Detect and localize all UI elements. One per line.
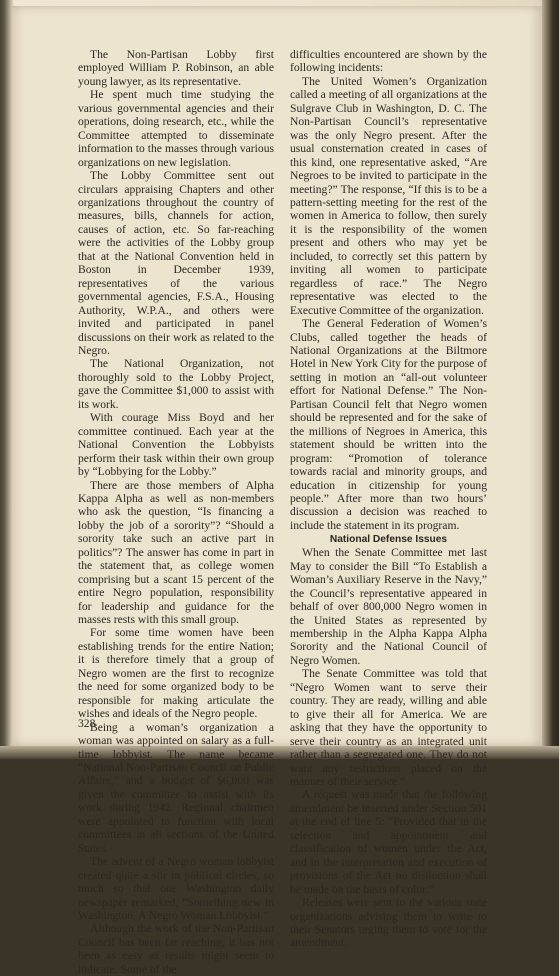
right-text-column bbox=[290, 48, 487, 950]
paragraph: A request was made that the following amendment be inserted under Section 501 at the end of line 5: “Provided that in the selection and appointment and classification of women under the Act, and in the interpretation and execution of provisions of the Act no distinction shall be made on the basis of color.” bbox=[290, 788, 487, 896]
paragraph: Being a woman’s organization a woman was appointed on salary as a full-time lobbyist. The name became “National Non-Partisan Council on Public Affairs,” and a budget of $6,000 was given the committee to assist with its work during 1942. Regional chairmen were appointed to function with local committees in all sections of the United States. bbox=[78, 720, 274, 855]
paragraph: The Lobby Committee sent out circulars appraising Chapters and other organizations throughout the country of measures, bills, channels for action, causes of action, etc. So far-reaching were the activities of the Lobby group that at the National Convention held in Boston in December 1939, representatives of the various governmental agencies, F.S.A., Housing Authority, W.P.A., and others were invited and participated in panel discussions on their work as related to the Negro. bbox=[78, 169, 274, 357]
paragraph: For some time women have been establishing trends for the entire Nation; it is therefore timely that a group of Negro women are the first to recognize the need for some organized body to be responsible for making articulate the wishes and ideals of the Negro people. bbox=[78, 626, 274, 721]
paragraph: The Non-Partisan Lobby first employed William P. Robinson, an able young lawyer, as its representative. bbox=[78, 48, 274, 88]
paragraph: There are those members of Alpha Kappa Alpha as well as non-members who ask the question, “Is financing a lobby the job of a sorority”? “Should a sorority take such an active part in politics”? The answer has come in part in the statement that, as college women comprising but a scant 15 percent of the entire Negro population, responsibility for leadership and guidance for the masses rests with this small group. bbox=[78, 478, 274, 627]
page-number: 328 bbox=[78, 717, 96, 730]
paragraph: With courage Miss Boyd and her committee continued. Each year at the National Convention the Lobbyists perform their task within their own group by “Lobbying for the Lobby.” bbox=[78, 411, 274, 479]
section-subheading: National Defense Issues bbox=[329, 534, 448, 546]
paragraph: The Senate Committee was told that “Negro Women want to serve their country. They are ready, willing and able to give their all for America. We are asking that they have the opportunity to serve their country as an integrated unit rather than a segregated one. They do not want any restrictions placed on the manner of their service.” bbox=[290, 667, 487, 789]
left-text-column bbox=[78, 48, 274, 976]
paragraph: He spent much time studying the various governmental agencies and their operations, doing research, etc., while the Committee attempted to disseminate information to the masses through various organizations on new legislation. bbox=[78, 88, 274, 169]
paragraph: Although the work of the Non-Partisan Council has been far reaching, it has not been as easy as results might seem to indicate. Some of the bbox=[78, 922, 274, 976]
paragraph: The advent of a Negro woman lobbyist created quite a stir in political circles, so much so that one Washington daily newspaper remarked, “Something new in Washington, A Negro Woman Lobbyist.” bbox=[78, 855, 274, 922]
paragraph: The National Organization, not thoroughly sold to the Lobby Project, gave the Committee $1,000 to assist with its work. bbox=[78, 357, 274, 411]
paragraph: When the Senate Committee met last May to consider the Bill “To Establish a Woman’s Auxiliary Reserve in the Navy,” the Council’s representative appeared in behalf of over 800,000 Negro women in the United States as represented by membership in the Alpha Kappa Alpha Sorority and the National Council of Negro Women. bbox=[290, 546, 487, 667]
paragraph: The United Women’s Organization called a meeting of all organizations at the Sulgrave Club in Washington, D. C. The Non-Partisan Council’s representative was the only Negro present. After the usual consternation created in cases of this kind, one representative asked, “Are Negroes to be invited to participate in the meeting?” The response, “If this is to be a pattern-setting meeting for the rest of the women in America to follow, then surely it is the responsibility of the women present and others who may yet be included, to correctly set this pattern by inviting all women to participate regardless of race.” The Negro representative was elected to the Executive Committee of the organization. bbox=[290, 74, 487, 317]
paragraph: The General Federation of Women’s Clubs, called together the heads of National Organizations at the Biltmore Hotel in New York City for the purpose of setting in motion an “all-out volunteer effort for National Defense.” The Non-Partisan Council felt that Negro women should be represented and for the sake of the millions of Negroes in America, this statement should be written into the program: “Promotion of tolerance towards racial and minority groups, and education in citizenship for young people.” After more than two hours’ discussion a decision was reached to include the statement in its program. bbox=[290, 317, 487, 532]
paragraph: Releases were sent to the various state organizations advising them to write to their Senators urging them to vote for the amendment. bbox=[290, 896, 487, 950]
paragraph-continuation: difficulties encountered are shown by the following incidents: bbox=[290, 48, 487, 75]
page-right-edge bbox=[542, 0, 559, 759]
